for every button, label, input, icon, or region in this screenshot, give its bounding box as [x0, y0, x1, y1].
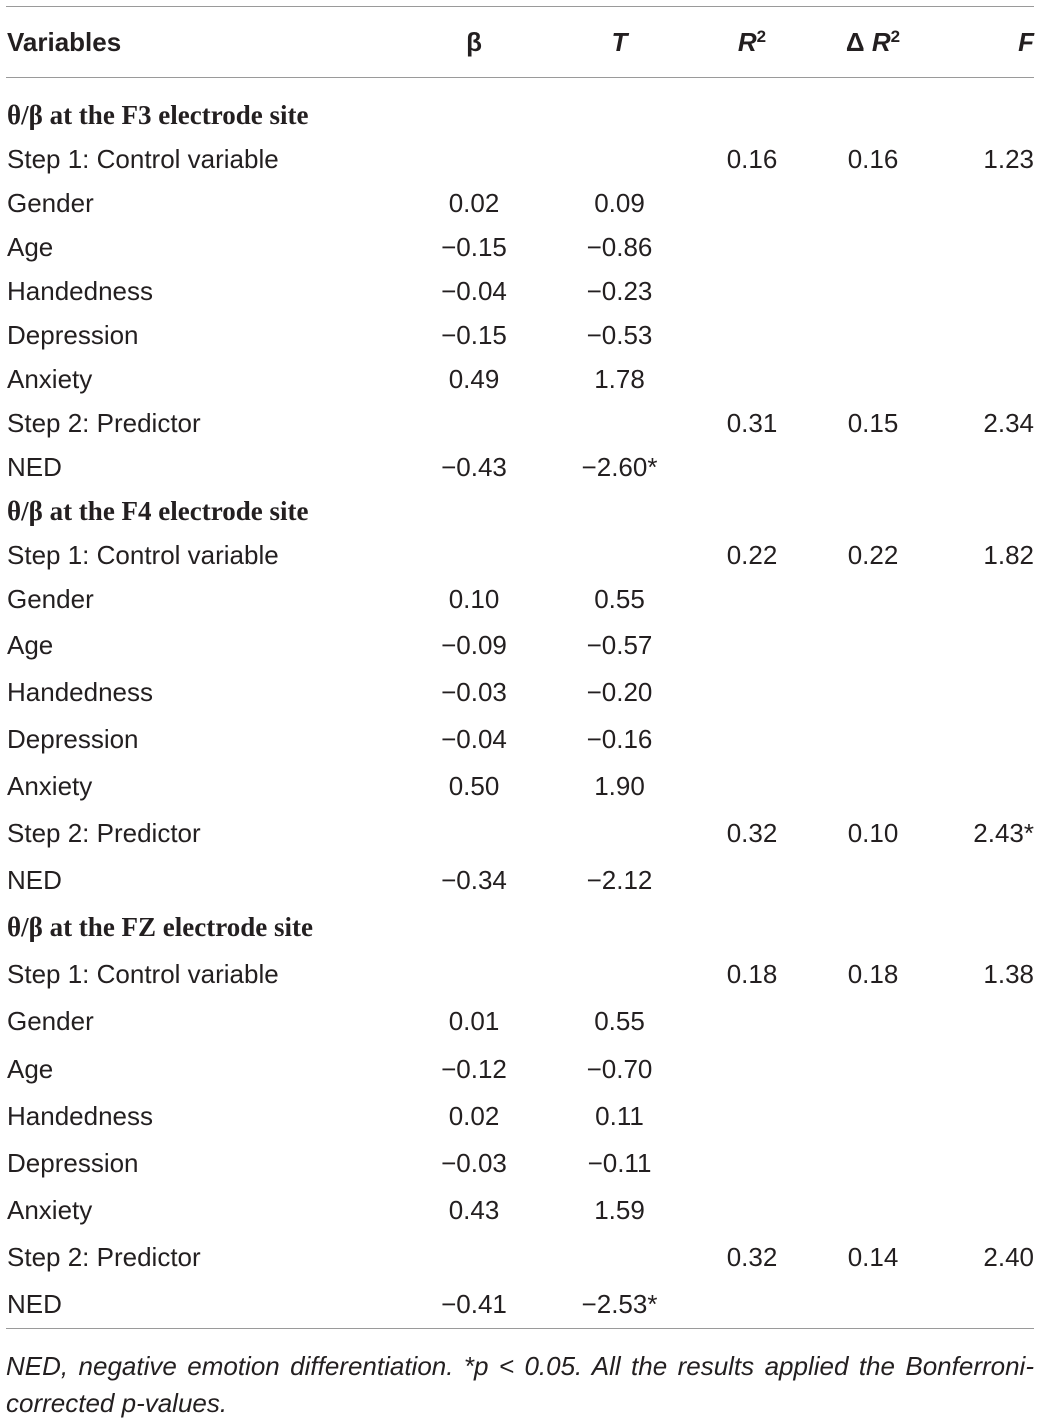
variable-label: Handedness	[7, 677, 153, 707]
beta-cell: −0.03	[441, 677, 507, 707]
r2-cell: 0.22	[726, 539, 778, 570]
variable-label: Depression	[7, 724, 139, 754]
table-row	[6, 857, 1034, 904]
variable-label: Depression	[7, 319, 139, 350]
table-row	[6, 313, 1034, 357]
variable-label: Depression	[7, 1148, 139, 1178]
beta-cell: −0.43	[441, 451, 507, 482]
beta-cell: −0.15	[441, 231, 507, 262]
r2-cell: 0.32	[726, 1242, 778, 1272]
t-cell: 1.59	[594, 1195, 645, 1225]
variable-label: Anxiety	[7, 363, 93, 394]
t-cell: −2.53*	[581, 1289, 658, 1319]
header-beta: β	[466, 26, 482, 57]
variable-label: Step 1: Control variable	[7, 539, 279, 570]
variable-label: Anxiety	[7, 771, 93, 801]
beta-cell: −0.03	[441, 1148, 507, 1178]
t-cell: −0.23	[586, 275, 653, 306]
beta-cell: −0.04	[441, 724, 507, 754]
variable-label: Step 1: Control variable	[7, 143, 279, 174]
header-f: F	[1018, 26, 1034, 57]
variable-label: NED	[7, 865, 62, 895]
beta-cell: 0.49	[448, 363, 500, 394]
beta-cell: −0.09	[441, 629, 507, 660]
variable-label: Step 2: Predictor	[7, 1242, 201, 1272]
variable-label: Age	[7, 629, 54, 660]
t-cell: 0.55	[594, 1006, 645, 1036]
beta-cell: −0.04	[441, 275, 507, 306]
t-cell: 0.09	[594, 187, 645, 218]
beta-cell: −0.41	[441, 1289, 507, 1319]
r2-cell: 0.31	[726, 407, 778, 438]
f-cell: 1.38	[983, 959, 1034, 989]
table-row	[6, 621, 1034, 669]
variable-label: Step 1: Control variable	[7, 959, 279, 989]
header-r2	[707, 27, 797, 58]
header-delta-symbol: Δ	[845, 26, 872, 57]
variable-label: Step 2: Predictor	[7, 818, 201, 848]
beta-cell: 0.50	[448, 771, 500, 801]
delta-r2-cell: 0.10	[847, 818, 899, 848]
f-cell: 1.82	[983, 539, 1034, 570]
header-delta-r2-base: R	[871, 26, 891, 57]
bottom-rule	[6, 1328, 1034, 1329]
t-cell: −0.57	[586, 629, 653, 660]
beta-cell: −0.12	[441, 1053, 507, 1084]
delta-r2-cell: 0.14	[847, 1242, 899, 1272]
t-cell: −0.70	[586, 1053, 653, 1084]
step-row	[6, 533, 1034, 577]
step-row	[6, 1234, 1034, 1281]
variable-label: Gender	[7, 583, 94, 614]
table-row	[6, 269, 1034, 313]
table-row	[6, 1140, 1034, 1187]
t-cell: 1.78	[594, 363, 645, 394]
section-title: θ/β at the F3 electrode site	[7, 99, 309, 130]
f-cell: 2.40	[983, 1242, 1034, 1272]
beta-cell: −0.34	[441, 865, 507, 895]
section-heading-row	[6, 489, 1034, 533]
beta-cell: 0.02	[448, 187, 500, 218]
variable-label: Handedness	[7, 1101, 153, 1131]
variable-label: Gender	[7, 187, 94, 218]
variable-label: Age	[7, 1053, 54, 1084]
table-header	[6, 7, 1034, 77]
delta-r2-cell: 0.22	[847, 539, 899, 570]
table-footnote: NED, negative emotion differentiation. *p < 0.05. All the results applied the Bonferroni-corrected p-values.	[6, 1351, 1034, 1418]
delta-r2-cell: 0.15	[847, 407, 899, 438]
t-cell: 0.55	[594, 583, 645, 614]
table-row	[6, 445, 1034, 489]
table-row	[6, 1281, 1034, 1328]
table-row	[6, 763, 1034, 810]
beta-cell: 0.01	[448, 1006, 500, 1036]
r2-cell: 0.18	[726, 959, 778, 989]
t-cell: −0.20	[586, 677, 653, 707]
variable-label: NED	[7, 1289, 62, 1319]
header-delta-r2	[797, 27, 949, 58]
variable-label: Handedness	[7, 275, 153, 306]
variable-label: NED	[7, 451, 62, 482]
section-heading-row	[6, 904, 1034, 951]
table-row	[6, 181, 1034, 225]
step-row	[6, 951, 1034, 998]
t-cell: −0.16	[586, 724, 653, 754]
section-title: θ/β at the FZ electrode site	[7, 912, 313, 942]
section-heading-row	[6, 93, 1034, 137]
f-cell: 2.43*	[973, 818, 1034, 848]
beta-cell: 0.02	[448, 1101, 500, 1131]
header-r2-base: R	[737, 26, 757, 57]
table-row	[6, 1187, 1034, 1234]
t-cell: −0.11	[587, 1148, 652, 1178]
header-rule	[6, 77, 1034, 78]
table-row	[6, 577, 1034, 621]
f-cell: 1.23	[983, 143, 1034, 174]
header-t: T	[611, 26, 628, 57]
step-row	[6, 810, 1034, 857]
delta-r2-cell: 0.16	[847, 143, 899, 174]
table-row	[6, 1093, 1034, 1140]
beta-cell: −0.15	[441, 319, 507, 350]
table-body	[6, 93, 1034, 1328]
step-row	[6, 137, 1034, 181]
t-cell: −0.86	[586, 231, 653, 262]
header-variables: Variables	[7, 26, 122, 57]
beta-cell: 0.10	[448, 583, 500, 614]
t-cell: −2.60*	[581, 451, 658, 482]
regression-table	[6, 6, 1034, 1329]
t-cell: −2.12	[586, 865, 653, 895]
t-cell: −0.53	[586, 319, 653, 350]
table-row	[6, 998, 1034, 1045]
variable-label: Age	[7, 231, 54, 262]
delta-r2-cell: 0.18	[847, 959, 899, 989]
table-row	[6, 716, 1034, 763]
t-cell: 0.11	[595, 1101, 644, 1131]
header-delta-r2-sup: 2	[890, 26, 901, 46]
t-cell: 1.90	[594, 771, 645, 801]
variable-label: Anxiety	[7, 1195, 93, 1225]
r2-cell: 0.16	[726, 143, 778, 174]
table-row	[6, 357, 1034, 401]
header-r2-sup: 2	[756, 26, 767, 46]
variable-label: Step 2: Predictor	[7, 407, 201, 438]
section-title: θ/β at the F4 electrode site	[7, 495, 309, 526]
beta-cell: 0.43	[448, 1195, 500, 1225]
table-row	[6, 669, 1034, 716]
r2-cell: 0.32	[726, 818, 778, 848]
variable-label: Gender	[7, 1006, 94, 1036]
table-row	[6, 1045, 1034, 1093]
step-row	[6, 401, 1034, 445]
table-row	[6, 225, 1034, 269]
f-cell: 2.34	[983, 407, 1034, 438]
